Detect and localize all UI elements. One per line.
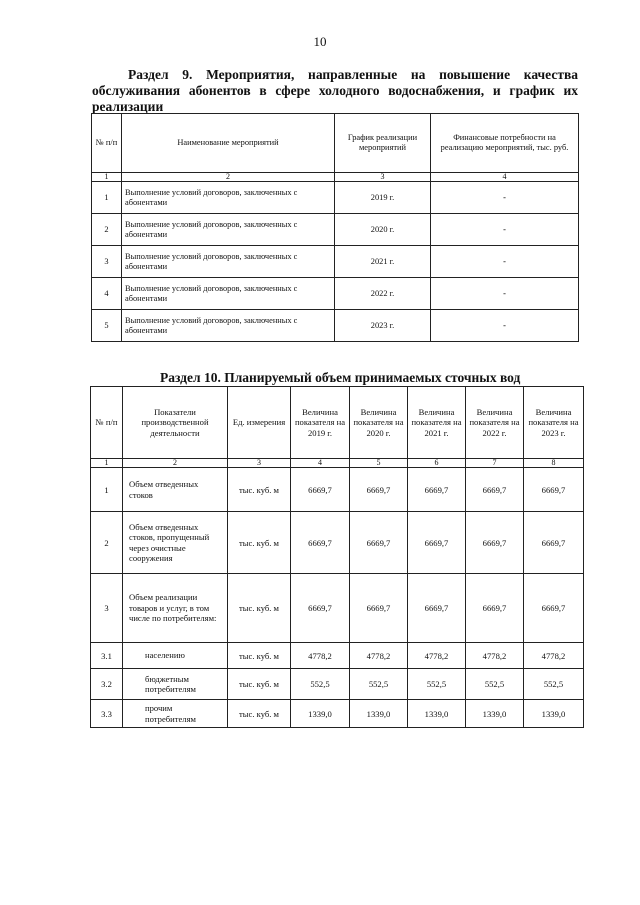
indicator-name: Объем отведенных стоков, пропущенный через очистные сооружения <box>123 512 228 574</box>
measure-name: Выполнение условий договоров, заключенных с абонентами <box>122 310 335 342</box>
row-number: 4 <box>92 278 122 310</box>
header-cell: Величина показателя на 2022 г. <box>466 387 524 459</box>
table-header-row <box>91 387 584 459</box>
indicator-name: населению <box>123 643 228 669</box>
row-number: 3 <box>91 574 123 643</box>
header-cell: Величина показателя на 2020 г. <box>350 387 408 459</box>
value-2020: 6669,7 <box>350 468 408 512</box>
value-2021: 6669,7 <box>408 468 466 512</box>
table-header-row <box>92 114 579 173</box>
column-number: 1 <box>91 459 123 468</box>
value-2021: 6669,7 <box>408 574 466 643</box>
value-2019: 552,5 <box>291 669 350 700</box>
page-number: 10 <box>313 34 327 49</box>
schedule-year: 2020 г. <box>335 214 431 246</box>
header-cell: Величина показателя на 2021 г. <box>408 387 466 459</box>
value-2022: 6669,7 <box>466 574 524 643</box>
value-2023: 552,5 <box>524 669 584 700</box>
header-cell: Величина показателя на 2019 г. <box>291 387 350 459</box>
value-2022: 1339,0 <box>466 700 524 728</box>
measure-name: Выполнение условий договоров, заключенных с абонентами <box>122 182 335 214</box>
column-number-row <box>92 173 579 182</box>
value-2022: 6669,7 <box>466 468 524 512</box>
schedule-year: 2021 г. <box>335 246 431 278</box>
table-row <box>92 246 579 278</box>
row-number: 3 <box>92 246 122 278</box>
table-row <box>91 574 584 643</box>
row-number: 3.3 <box>91 700 123 728</box>
table-row <box>92 214 579 246</box>
column-number: 6 <box>408 459 466 468</box>
header-cell: Величина показателя на 2023 г. <box>524 387 584 459</box>
financial-need: - <box>431 278 579 310</box>
value-2022: 552,5 <box>466 669 524 700</box>
measure-name: Выполнение условий договоров, заключенных с абонентами <box>122 246 335 278</box>
section-10-table <box>90 386 584 728</box>
column-number: 4 <box>291 459 350 468</box>
financial-need: - <box>431 182 579 214</box>
value-2021: 1339,0 <box>408 700 466 728</box>
section-9-title: Раздел 9. Мероприятия, направленные на повышение качества обслуживания абонентов в сфере холодного водоснабжения, и график их реализации <box>92 67 578 114</box>
value-2022: 6669,7 <box>466 512 524 574</box>
column-number: 3 <box>228 459 291 468</box>
column-number: 5 <box>350 459 408 468</box>
value-2020: 1339,0 <box>350 700 408 728</box>
unit: тыс. куб. м <box>228 700 291 728</box>
financial-need: - <box>431 246 579 278</box>
value-2023: 6669,7 <box>524 468 584 512</box>
value-2022: 4778,2 <box>466 643 524 669</box>
value-2019: 4778,2 <box>291 643 350 669</box>
measure-name: Выполнение условий договоров, заключенных с абонентами <box>122 278 335 310</box>
value-2020: 4778,2 <box>350 643 408 669</box>
value-2023: 1339,0 <box>524 700 584 728</box>
table-row <box>91 700 584 728</box>
value-2023: 6669,7 <box>524 574 584 643</box>
column-number: 2 <box>123 459 228 468</box>
column-number: 7 <box>466 459 524 468</box>
value-2019: 6669,7 <box>291 512 350 574</box>
measure-name: Выполнение условий договоров, заключенных с абонентами <box>122 214 335 246</box>
value-2020: 6669,7 <box>350 574 408 643</box>
row-number: 5 <box>92 310 122 342</box>
row-number: 1 <box>91 468 123 512</box>
table-row <box>91 643 584 669</box>
unit: тыс. куб. м <box>228 643 291 669</box>
indicator-name: Объем отведенных стоков <box>123 468 228 512</box>
table-row <box>91 468 584 512</box>
table-row <box>92 310 579 342</box>
column-number: 4 <box>431 173 579 182</box>
table-row <box>92 278 579 310</box>
unit: тыс. куб. м <box>228 574 291 643</box>
value-2023: 4778,2 <box>524 643 584 669</box>
column-number: 2 <box>122 173 335 182</box>
column-number: 3 <box>335 173 431 182</box>
row-number: 3.2 <box>91 669 123 700</box>
row-number: 1 <box>92 182 122 214</box>
header-cell: Ед. измерения <box>228 387 291 459</box>
financial-need: - <box>431 310 579 342</box>
indicator-name: бюджетным потребителям <box>123 669 228 700</box>
value-2020: 6669,7 <box>350 512 408 574</box>
value-2021: 4778,2 <box>408 643 466 669</box>
value-2019: 1339,0 <box>291 700 350 728</box>
row-number: 3.1 <box>91 643 123 669</box>
header-cell: № п/п <box>91 387 123 459</box>
schedule-year: 2019 г. <box>335 182 431 214</box>
value-2023: 6669,7 <box>524 512 584 574</box>
header-cell: Показатели производственной деятельности <box>123 387 228 459</box>
section-10-title: Раздел 10. Планируемый объем принимаемых сточных вод <box>160 370 521 385</box>
schedule-year: 2022 г. <box>335 278 431 310</box>
table-row <box>91 512 584 574</box>
column-number: 1 <box>92 173 122 182</box>
header-cell: № п/п <box>92 114 122 173</box>
header-cell: Наименование мероприятий <box>122 114 335 173</box>
indicator-name: прочим потребителям <box>123 700 228 728</box>
row-number: 2 <box>92 214 122 246</box>
unit: тыс. куб. м <box>228 512 291 574</box>
unit: тыс. куб. м <box>228 468 291 512</box>
unit: тыс. куб. м <box>228 669 291 700</box>
header-cell: График реализации мероприятий <box>335 114 431 173</box>
financial-need: - <box>431 214 579 246</box>
table-row <box>92 182 579 214</box>
value-2021: 552,5 <box>408 669 466 700</box>
section-9-table <box>91 113 579 342</box>
row-number: 2 <box>91 512 123 574</box>
header-cell: Финансовые потребности на реализацию мероприятий, тыс. руб. <box>431 114 579 173</box>
value-2020: 552,5 <box>350 669 408 700</box>
indicator-name: Объем реализации товаров и услуг, в том числе по потребителям: <box>123 574 228 643</box>
column-number-row <box>91 459 584 468</box>
schedule-year: 2023 г. <box>335 310 431 342</box>
value-2019: 6669,7 <box>291 574 350 643</box>
table-row <box>91 669 584 700</box>
value-2019: 6669,7 <box>291 468 350 512</box>
column-number: 8 <box>524 459 584 468</box>
value-2021: 6669,7 <box>408 512 466 574</box>
